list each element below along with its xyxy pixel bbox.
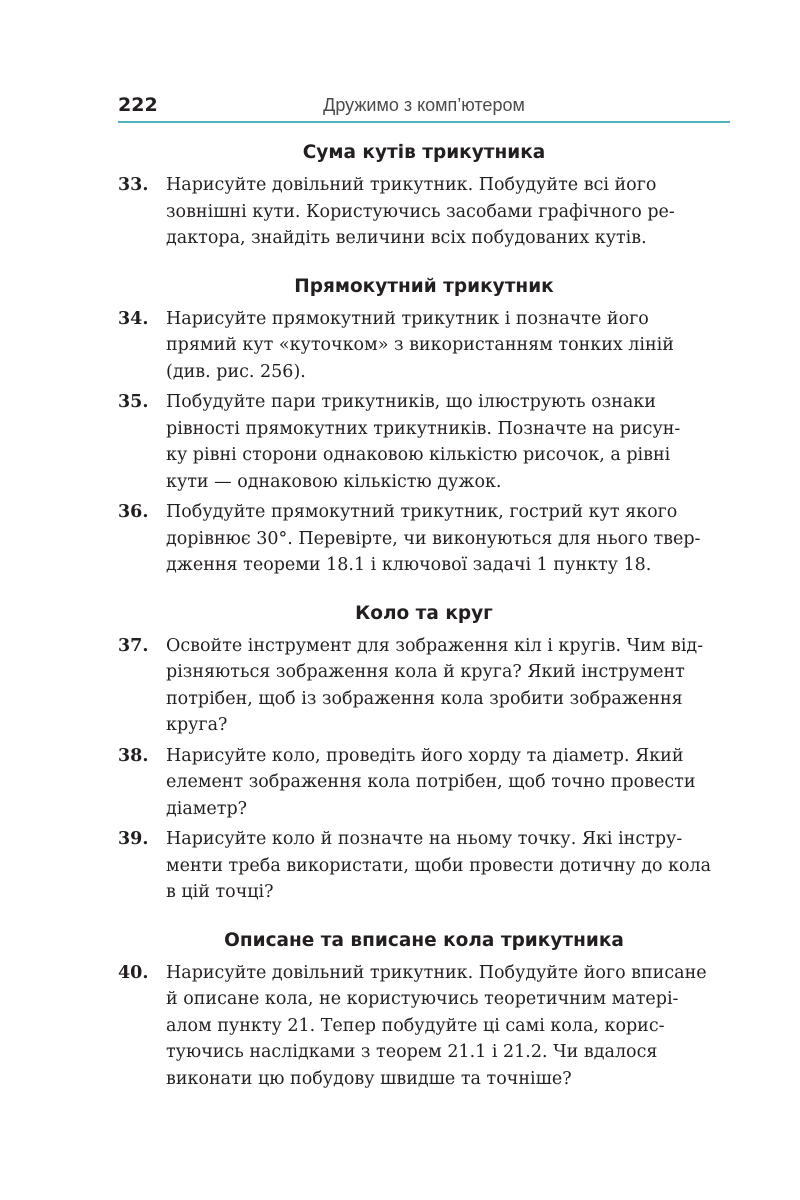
task-number: 33. [118, 175, 149, 195]
task-35 [118, 389, 730, 495]
task-34 [118, 306, 730, 386]
task-number: 34. [118, 308, 149, 329]
page-number: 222 [118, 94, 158, 116]
task-number: 35. [118, 392, 149, 412]
section-title-right-triangle: Прямокутний трикутник [294, 275, 554, 297]
task-36 [118, 499, 730, 579]
task-number: 37. [118, 635, 149, 656]
section-title-circle-and-disk: Коло та круг [355, 602, 493, 624]
task-text: Нарисуйте довільний трикутник. Побудуйте всі його зовнішні кути. Користуючись засобами графічного ре- дактора, знайдіть величини всіх побудованих кутів. [166, 175, 675, 248]
task-38 [118, 743, 730, 823]
task-text: Освойте інструмент для зображення кіл і кругів. Чим від- різняються зображення кола й круга? Який інструмент потрібен, щоб із зображення кола зробити зображення круга? [166, 635, 704, 735]
task-number: 36. [118, 502, 149, 522]
task-40 [118, 960, 730, 1093]
page-content [118, 130, 730, 1092]
section-title-triangle-angles: Сума кутів трикутника [302, 142, 546, 163]
task-text: Нарисуйте довільний трикутник. Побудуйте його вписане й описане кола, не користуючись теоретичним матері- алом пункту 21. Тепер побудуйте ці самі кола, корис- туючись наслідками з теорем 21.1 і 21.2. Чи вдалося виконати цю побудову швидше та точніше? [166, 962, 707, 1089]
task-text: Нарисуйте прямокутний трикутник і позначте його прямий кут «куточком» з використанням тонких ліній (див. рис. 256). [166, 308, 674, 382]
task-39 [118, 826, 730, 906]
task-text: Нарисуйте коло, проведіть його хорду та діаметр. Який елемент зображення кола потрібен, щоб точно провести діаметр? [166, 745, 696, 819]
header-divider [118, 121, 730, 123]
task-37 [118, 633, 730, 739]
task-33 [118, 172, 730, 252]
task-text: Побудуйте прямокутний трикутник, гострий кут якого дорівнює 30°. Перевірте, чи виконуються для нього твер- дження теореми 18.1 і ключової задачі 1 пункту 18. [166, 502, 701, 575]
task-text: Нарисуйте коло й позначте на ньому точку. Які інстру- менти треба використати, щоби провести дотичну до кола в цій точці? [166, 829, 712, 902]
task-number: 39. [118, 829, 149, 849]
task-number: 38. [118, 745, 149, 766]
running-title: Дружимо з комп’ютером [323, 95, 525, 115]
task-number: 40. [118, 962, 149, 983]
task-text: Побудуйте пари трикутників, що ілюструють ознаки рівності прямокутних трикутників. Позначте на рисун- ку рівні сторони однаковою кількістю рисочок, а рівні кути — однаковою кількістю дужок. [166, 392, 681, 492]
section-title-inscribed-circumscribed: Описане та вписане кола трикутника [224, 929, 624, 951]
page-header [118, 92, 730, 122]
